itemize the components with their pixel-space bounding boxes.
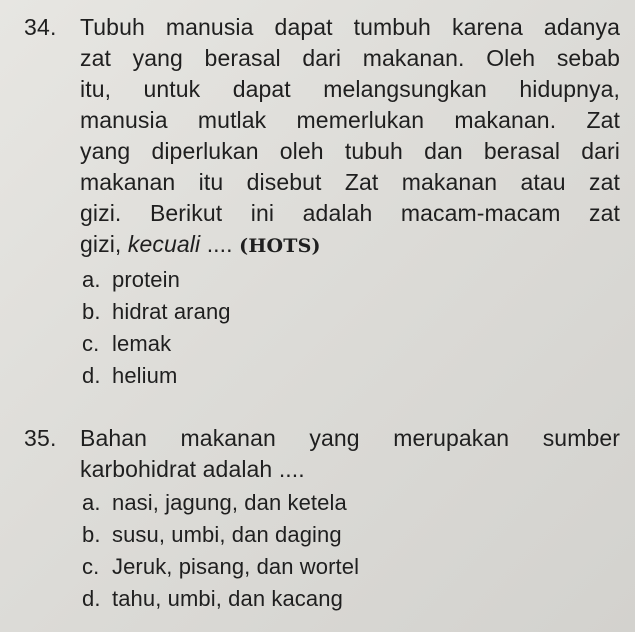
question-number: 35. bbox=[24, 425, 57, 451]
option-text: tahu, umbi, dan kacang bbox=[112, 586, 343, 611]
option-text: hidrat arang bbox=[112, 299, 231, 324]
answer-option-c[interactable] bbox=[80, 328, 620, 360]
answer-option-a[interactable] bbox=[80, 487, 620, 519]
question-text-line: manusia mutlak memerlukan makanan. Zat bbox=[80, 107, 620, 133]
answer-option-a[interactable] bbox=[80, 264, 620, 296]
question-text-line: Tubuh manusia dapat tumbuh karena adanya bbox=[80, 14, 620, 40]
question-text-prefix: gizi, bbox=[80, 231, 128, 257]
answer-option-d[interactable] bbox=[80, 583, 620, 615]
option-letter: c. bbox=[82, 331, 100, 356]
question-text-line: itu, untuk dapat melangsungkan hidupnya, bbox=[80, 76, 620, 102]
question-text-line: Bahan makanan yang merupakan sumber bbox=[80, 425, 620, 451]
question-35 bbox=[24, 423, 620, 615]
option-letter: d. bbox=[82, 363, 101, 388]
question-text-last-line: karbohidrat adalah .... bbox=[80, 456, 305, 482]
option-text: nasi, jagung, dan ketela bbox=[112, 490, 347, 515]
option-letter: b. bbox=[82, 522, 101, 547]
question-text-line: zat yang berasal dari makanan. Oleh sebab bbox=[80, 45, 620, 71]
option-text: susu, umbi, dan daging bbox=[112, 522, 342, 547]
question-text-line: gizi. Berikut ini adalah macam-macam zat bbox=[80, 200, 620, 226]
answer-option-b[interactable] bbox=[80, 519, 620, 551]
question-text-line: yang diperlukan oleh tubuh dan berasal dari bbox=[80, 138, 620, 164]
question-text-line: makanan itu disebut Zat makanan atau zat bbox=[80, 169, 620, 195]
question-34-first-line bbox=[24, 12, 620, 43]
option-letter: a. bbox=[82, 267, 101, 292]
question-number: 34. bbox=[24, 14, 57, 40]
option-letter: a. bbox=[82, 490, 101, 515]
option-text: lemak bbox=[112, 331, 172, 356]
answer-option-b[interactable] bbox=[80, 296, 620, 328]
option-letter: b. bbox=[82, 299, 101, 324]
answer-option-d[interactable] bbox=[80, 360, 620, 392]
option-letter: c. bbox=[82, 554, 100, 579]
question-35-first-line bbox=[24, 423, 620, 454]
question-keyword: kecuali bbox=[127, 231, 201, 257]
question-34 bbox=[24, 12, 620, 392]
option-text: Jeruk, pisang, dan wortel bbox=[112, 554, 360, 579]
option-text: helium bbox=[112, 363, 178, 388]
question-text-last-line bbox=[80, 229, 620, 262]
answer-options bbox=[80, 487, 620, 615]
option-letter: d. bbox=[82, 586, 101, 611]
option-text: protein bbox=[112, 267, 180, 292]
answer-options bbox=[80, 264, 620, 392]
answer-option-c[interactable] bbox=[80, 551, 620, 583]
hots-tag: (HOTS) bbox=[239, 235, 321, 257]
question-blank: .... bbox=[200, 231, 240, 257]
